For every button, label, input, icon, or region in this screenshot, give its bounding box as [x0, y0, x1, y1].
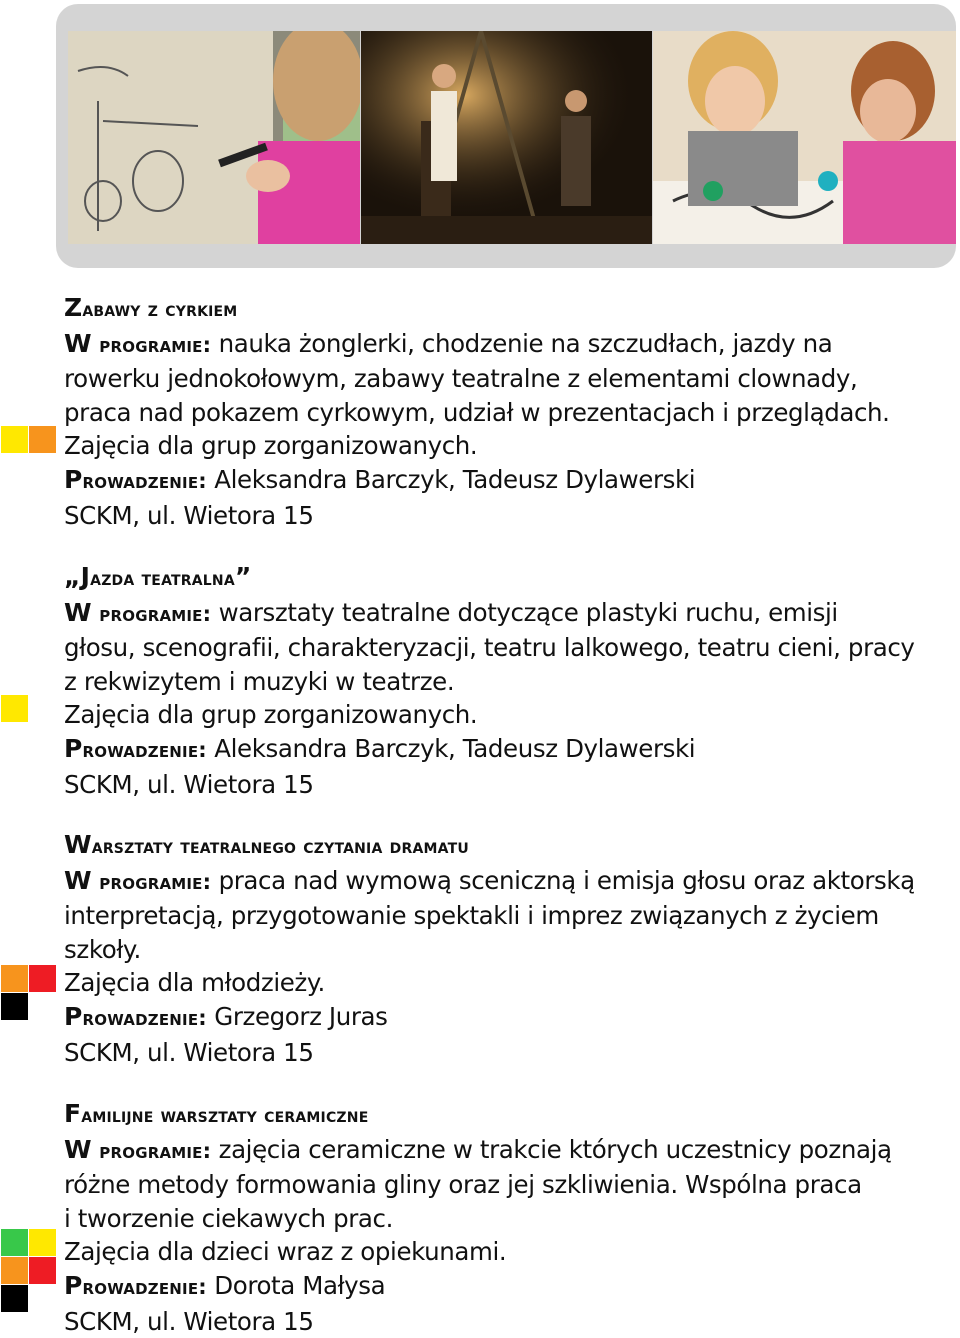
age-marker-yellow	[1, 695, 28, 722]
program-line: interpretacją, przygotowanie spektakli i imprez związanych z życiem	[64, 901, 879, 931]
program-line: W programie: warsztaty teatralne dotyczące plastyki ruchu, emisji	[64, 597, 838, 627]
program-line: różne metody formowania gliny oraz jej szkliwienia. Wspólna praca	[64, 1170, 862, 1200]
section-title: Familijne warsztaty ceramiczne	[64, 1099, 369, 1128]
section-title: „Jazda teatralna”	[64, 562, 252, 591]
child-drawing-photo-icon	[68, 31, 360, 244]
leader-line: Prowadzenie: Dorota Małysa	[64, 1270, 386, 1300]
leader-line: Prowadzenie: Aleksandra Barczyk, Tadeusz Dylawerski	[64, 733, 696, 763]
age-marker-black	[1, 993, 28, 1020]
program-line: W programie: zajęcia ceramiczne w trakcie których uczestnicy poznają	[64, 1134, 892, 1164]
section-circus-games	[64, 291, 954, 532]
program-line: i tworzenie ciekawych prac.	[64, 1203, 393, 1233]
section-theatre-ride	[64, 560, 954, 801]
age-marker-black	[1, 1285, 28, 1312]
photo-child-drawing	[68, 31, 360, 244]
program-line: rowerku jednokołowym, zabawy teatralne z elementami clownady,	[64, 364, 858, 394]
section-family-ceramics	[64, 1097, 954, 1338]
stage-performance-photo-icon	[361, 31, 652, 244]
children-crafts-photo-icon	[653, 31, 956, 244]
audience-text: Zajęcia dla młodzieży.	[64, 968, 325, 998]
age-marker-yellow	[1, 426, 28, 453]
photo-band-on-stage	[361, 31, 652, 244]
age-marker-yellow	[29, 1229, 56, 1256]
section-title: Zabawy z cyrkiem	[64, 293, 238, 322]
program-line: W programie: praca nad wymową sceniczną i emisja głosu oraz aktorską	[64, 865, 915, 895]
age-marker-orange	[1, 1257, 28, 1284]
leader-line: Prowadzenie: Grzegorz Juras	[64, 1001, 388, 1031]
program-line: głosu, scenografii, charakteryzacji, teatru lalkowego, teatru cieni, pracy	[64, 633, 915, 663]
program-line: W programie: nauka żonglerki, chodzenie na szczudłach, jazdy na	[64, 328, 833, 358]
age-marker-red	[29, 1257, 56, 1284]
photo-children-crafts	[653, 31, 956, 244]
audience-text: Zajęcia dla dzieci wraz z opiekunami.	[64, 1237, 507, 1267]
audience-text: Zajęcia dla grup zorganizowanych.	[64, 700, 478, 730]
program-line: szkoły.	[64, 934, 141, 964]
place-text: SCKM, ul. Wietora 15	[64, 1037, 314, 1067]
place-text: SCKM, ul. Wietora 15	[64, 769, 314, 799]
place-text: SCKM, ul. Wietora 15	[64, 500, 314, 530]
section-title: Warsztaty teatralnego czytania dramatu	[64, 830, 469, 859]
age-marker-green	[1, 1229, 28, 1256]
program-line: z rekwizytem i muzyki w teatrze.	[64, 666, 455, 696]
leader-line: Prowadzenie: Aleksandra Barczyk, Tadeusz Dylawerski	[64, 464, 696, 494]
age-marker-orange	[29, 426, 56, 453]
age-marker-orange	[1, 965, 28, 992]
age-marker-red	[29, 965, 56, 992]
section-drama-reading	[64, 828, 954, 1069]
audience-text: Zajęcia dla grup zorganizowanych.	[64, 431, 478, 461]
program-line: praca nad pokazem cyrkowym, udział w prezentacjach i przeglądach.	[64, 397, 890, 427]
place-text: SCKM, ul. Wietora 15	[64, 1306, 314, 1336]
